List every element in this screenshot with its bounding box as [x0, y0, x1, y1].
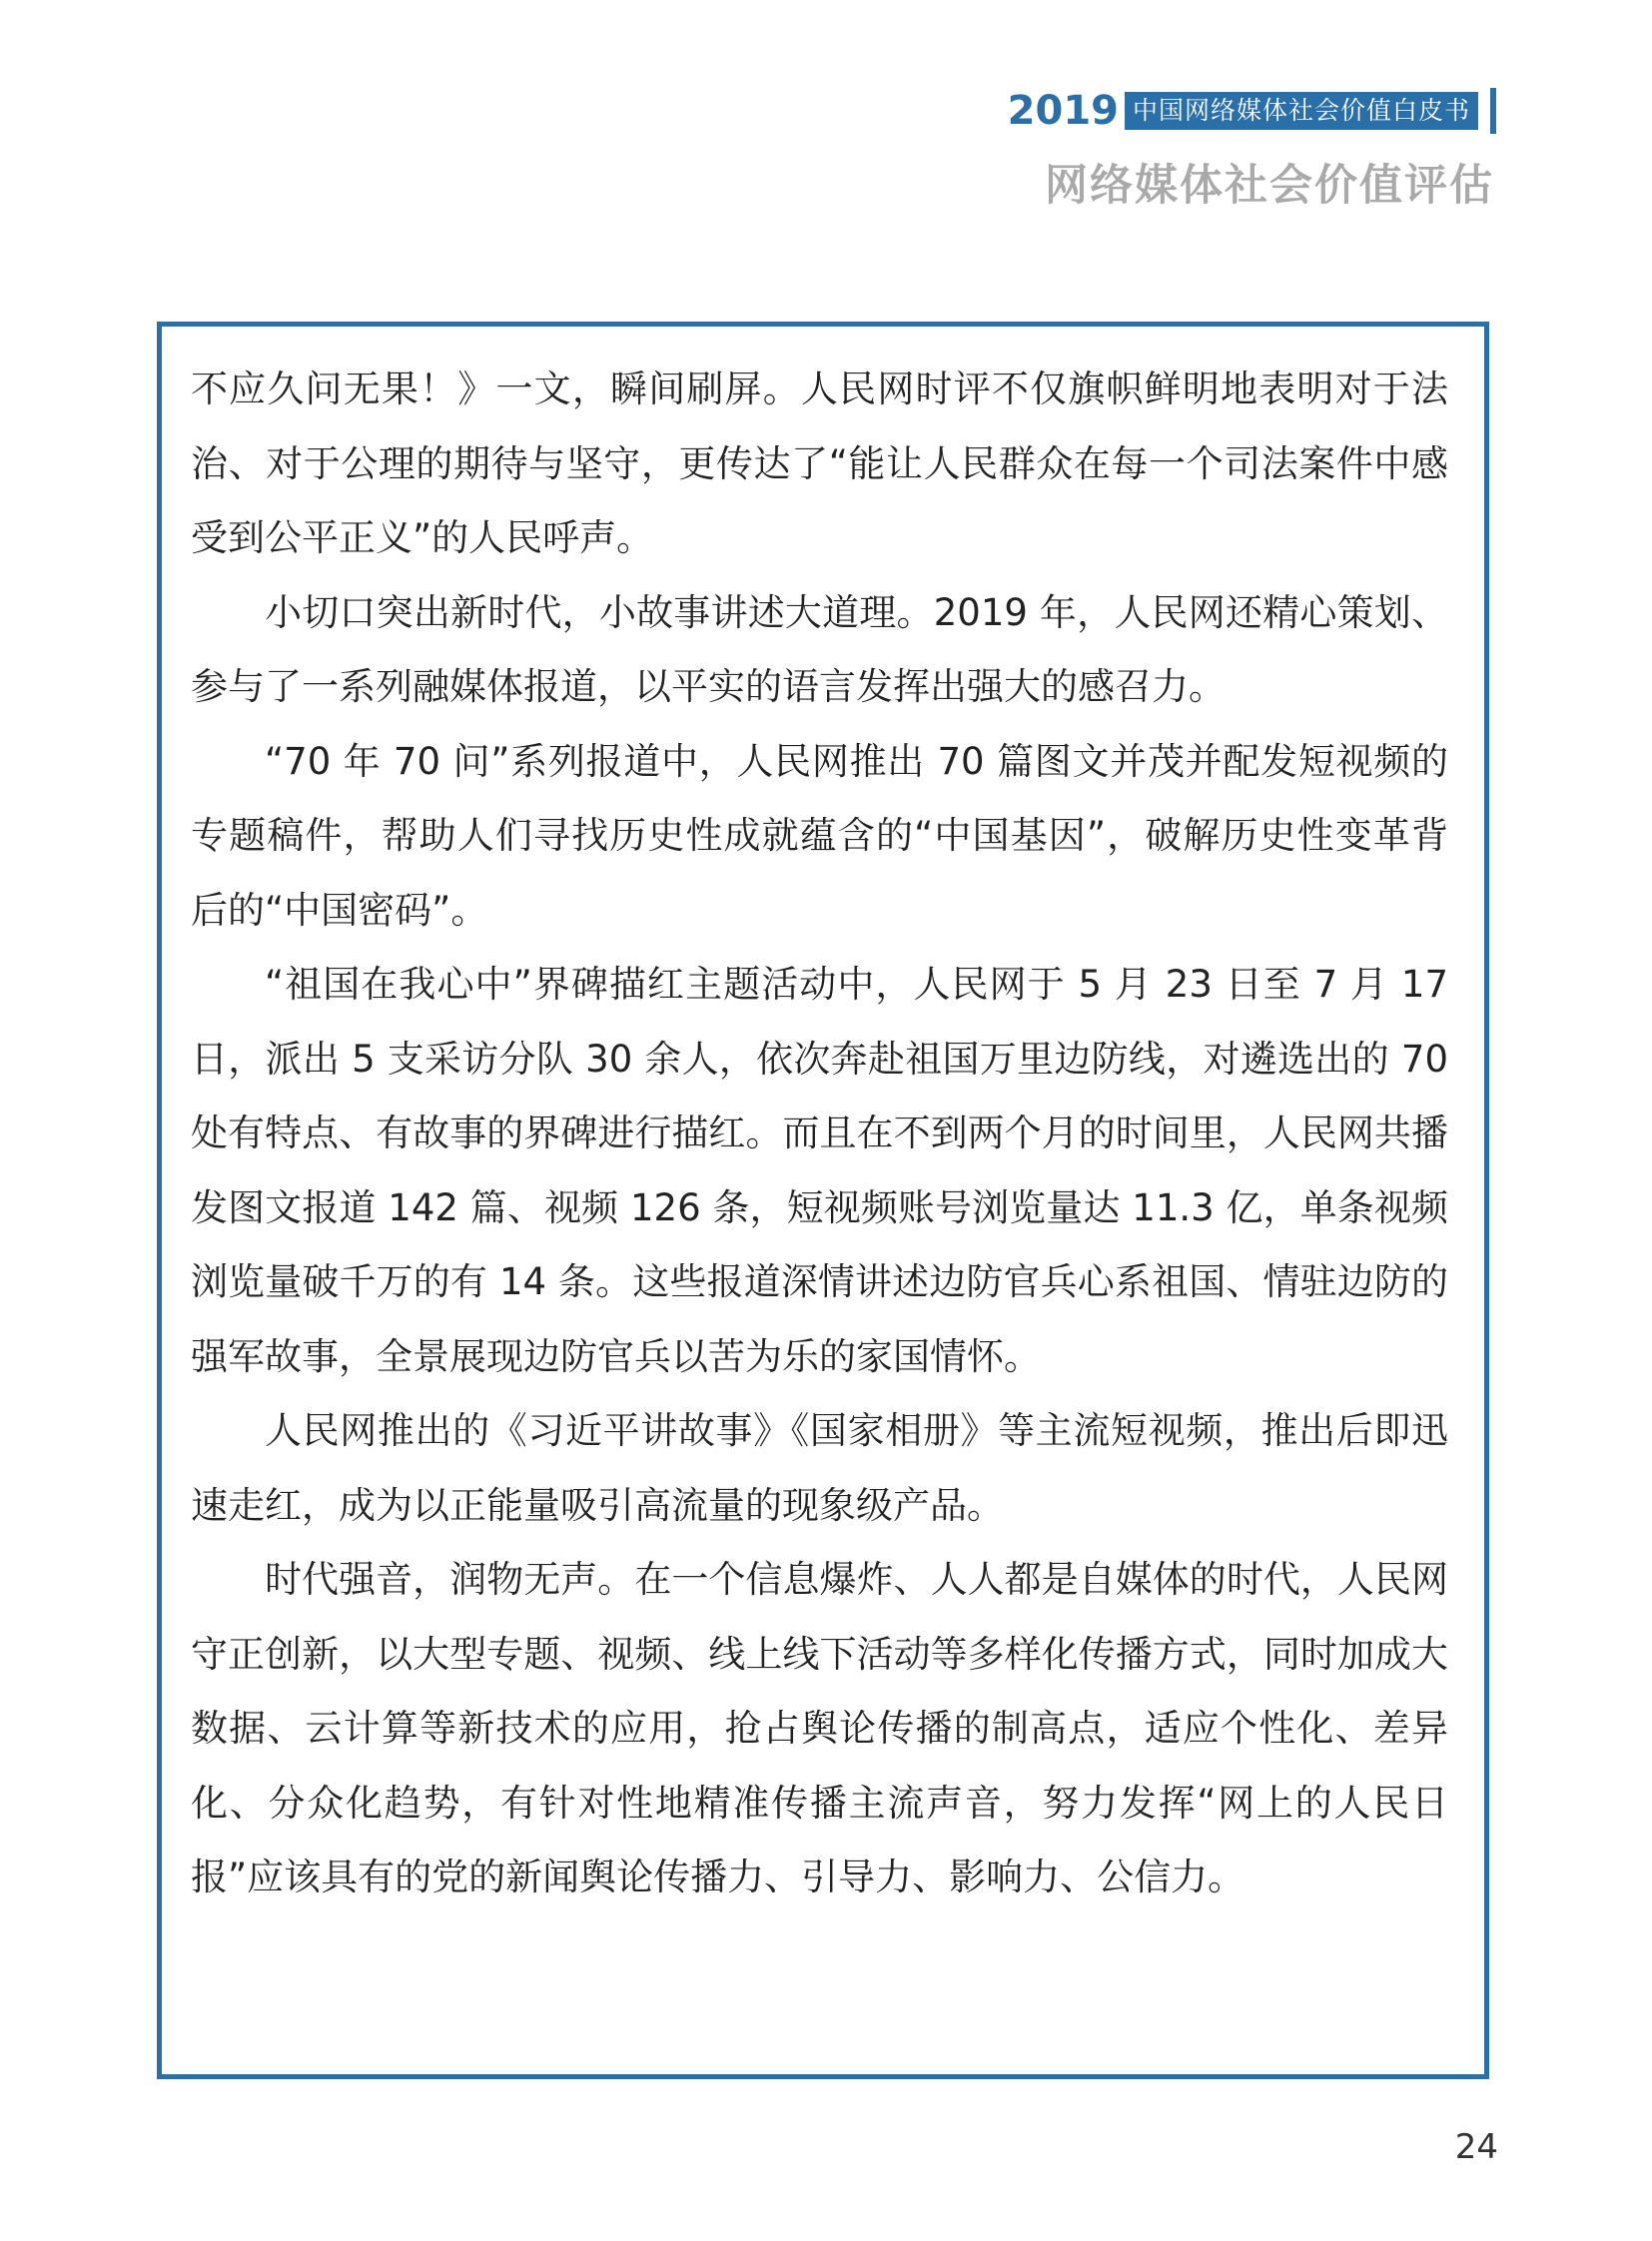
header-title-badge: 中国网络媒体社会价值白皮书 [1125, 92, 1478, 130]
paragraph: 时代强音，润物无声。在一个信息爆炸、人人都是自媒体的时代，人民网守正创新，以大型专题、视频、线上线下活动等多样化传播方式，同时加成大数据、云计算等新技术的应用，抢占舆论传播的制高点，适应个性化、差异化、分众化趋势，有针对性地精准传播主流声音，努力发挥“网上的人民日报”应该具有的党的新闻舆论传播力、引导力、影响力、公信力。 [191, 1558, 1448, 1898]
content-box [157, 322, 1489, 2079]
page-number: 24 [1454, 2127, 1498, 2167]
paragraph: “祖国在我心中”界碑描红主题活动中，人民网于 5 月 23 日至 7 月 17 日，派出 5 支采访分队 30 余人，依次奔赴祖国万里边防线，对遴选出的 70 处有特点、有故事的界碑进行描红。而且在不到两个月的时间里，人民网共播发图文报道 142 篇、视频 126 条，短视频账号浏览量达 11.3 亿，单条视频浏览量破千万的有 14 条。这些报道深情讲述边防官兵心系祖国、情驻边防的强军故事，全景展现边防官兵以苦为乐的家国情怀。 [191, 963, 1448, 1378]
header-year: 2019 [1007, 88, 1119, 134]
section-title: 网络媒体社会价值评估 [1045, 161, 1494, 211]
paragraph: 人民网推出的《习近平讲故事》《国家相册》等主流短视频，推出后即迅速走红，成为以正能量吸引高流量的现象级产品。 [191, 1409, 1448, 1527]
paragraph-continuation: 不应久问无果！》一文，瞬间刷屏。人民网时评不仅旗帜鲜明地表明对于法治、对于公理的期待与坚守，更传达了“能让人民群众在每一个司法案件中感受到公平正义”的人民呼声。 [191, 368, 1448, 559]
header-title-row [1008, 88, 1496, 134]
paragraph: 小切口突出新时代，小故事讲述大道理。2019 年，人民网还精心策划、参与了一系列融媒体报道，以平实的语言发挥出强大的感召力。 [191, 590, 1448, 708]
paragraph: “70 年 70 问”系列报道中，人民网推出 70 篇图文并茂并配发短视频的专题稿件，帮助人们寻找历史性成就蕴含的“中国基因”，破解历史性变革背后的“中国密码”。 [191, 739, 1448, 932]
header-accent-bar [1490, 88, 1496, 134]
